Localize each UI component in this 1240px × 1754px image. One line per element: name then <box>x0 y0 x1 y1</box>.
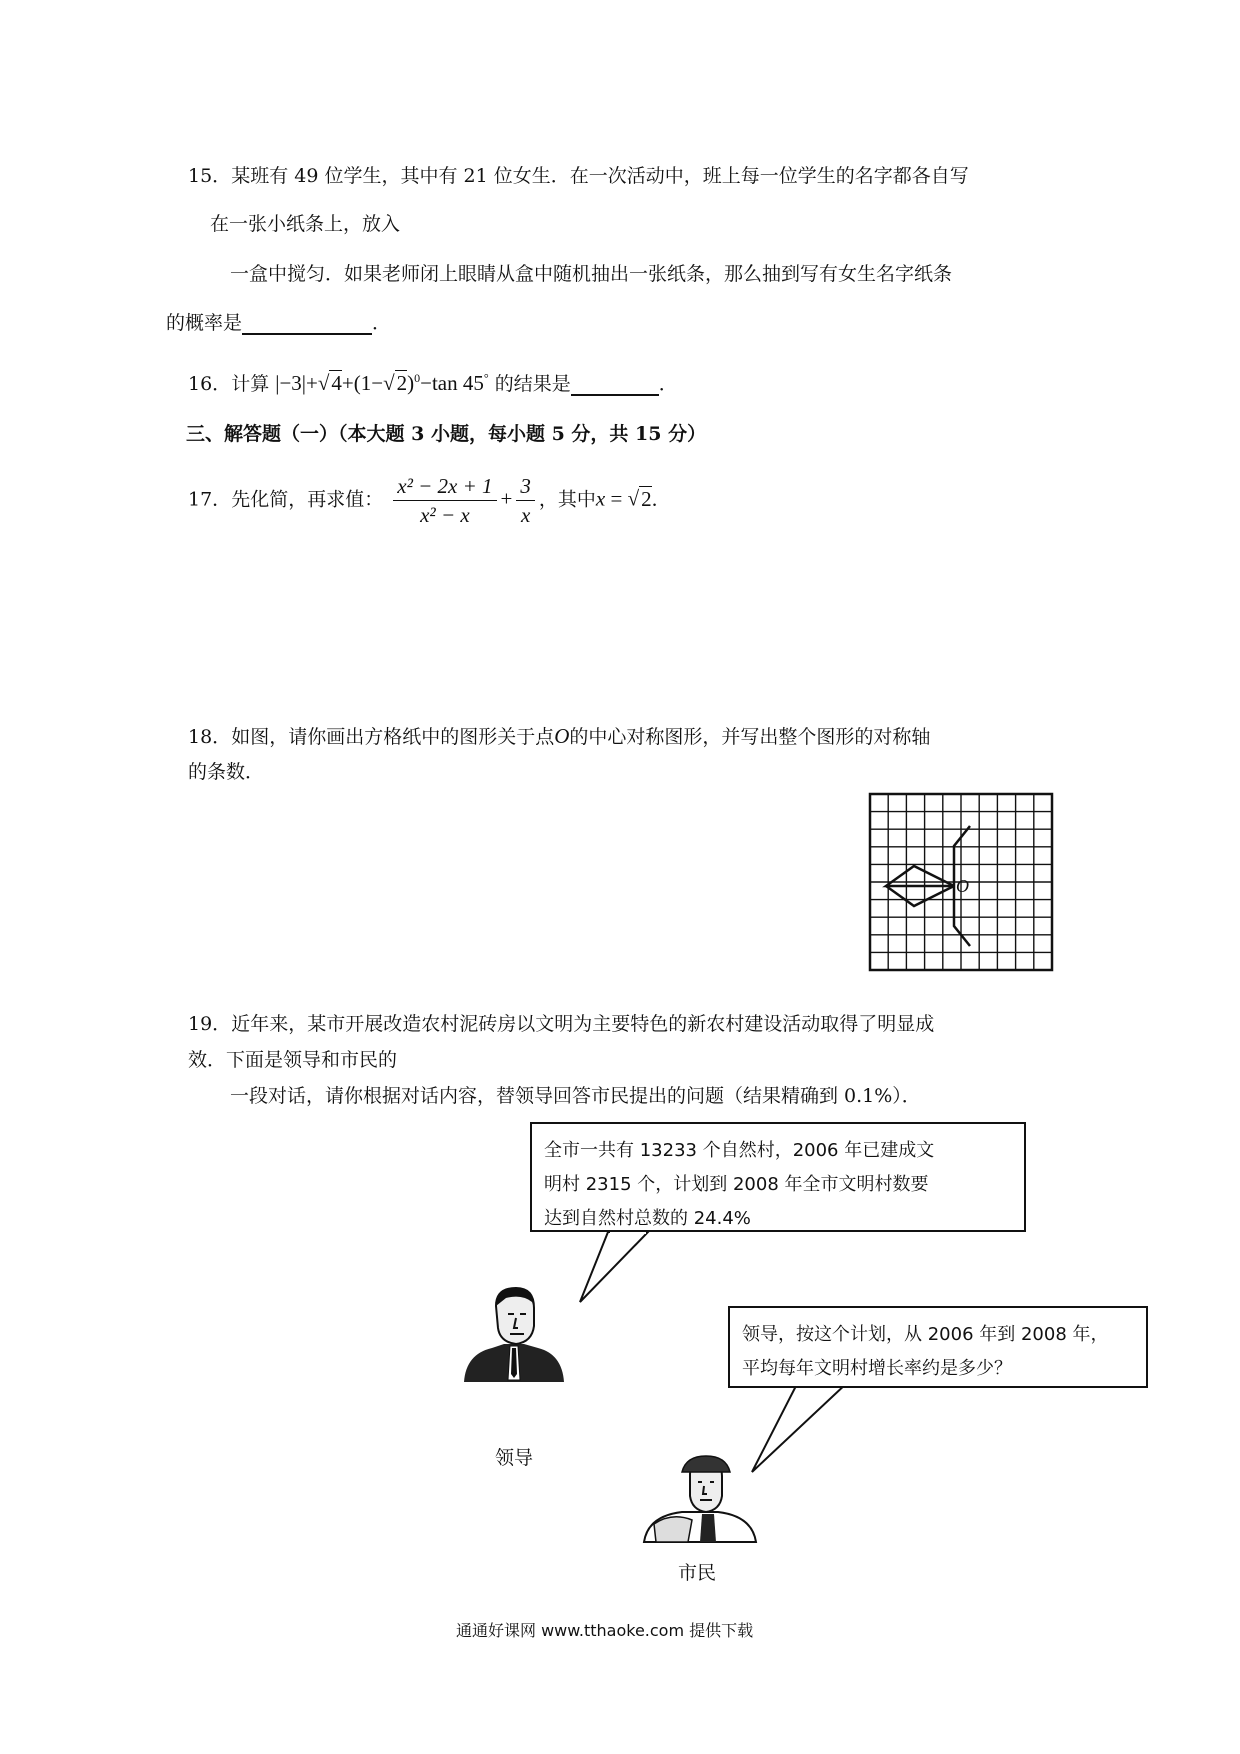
q17-sqrt: 2 <box>641 486 652 511</box>
q17-number: 17． <box>188 488 232 511</box>
leader-bubble-line1: 全市一共有 13233 个自然村，2006 年已建成文 <box>544 1140 935 1161</box>
citizen-bubble-line2: 平均每年文明村增长率约是多少？ <box>742 1358 1012 1379</box>
q17-lead: 先化简，再求值： <box>231 488 384 511</box>
q17-tail: ，其中 <box>538 488 596 511</box>
q17-end: ． <box>651 488 671 511</box>
leader-bubble-line3: 达到自然村总数的 24.4% <box>544 1208 751 1229</box>
citizen-figure <box>642 1454 758 1544</box>
citizen-caption: 市民 <box>678 1562 717 1584</box>
q17-frac2-denominator: x <box>520 503 531 527</box>
q17-eq: = <box>605 486 628 511</box>
q18-point: O <box>554 724 570 748</box>
q18-number: 18． <box>188 726 232 748</box>
q16-deg: ° <box>483 371 489 385</box>
page-footer: 通通好课网 www.tthaoke.com 提供下载 <box>456 1621 754 1640</box>
q16-end: ． <box>658 373 678 395</box>
section3-heading: 三、解答题（一）（本大题 3 小题，每小题 5 分，共 15 分） <box>186 423 707 445</box>
citizen-bubble-line1: 领导，按这个计划，从 2006 年到 2008 年， <box>742 1324 1109 1345</box>
q15-text1: 某班有 49 位学生，其中有 21 位女生．在一次活动中，班上每一位学生的名字都各自写 <box>231 165 969 187</box>
q18-line2: 的条数． <box>188 761 265 783</box>
citizen-speech-bubble <box>728 1306 1148 1388</box>
q17-frac1-numerator: x² − 2x + 1 <box>393 472 496 501</box>
q19-line3: 一段对话，请你根据对话内容，替领导回答市民提出的问题（结果精确到 0.1%）． <box>230 1085 921 1107</box>
leader-figure <box>462 1284 566 1384</box>
q18-text1b: 的中心对称图形，并写出整个图形的对称轴 <box>569 726 931 748</box>
q18-text1a: 如图，请你画出方格纸中的图形关于点 <box>231 726 555 748</box>
q16-number: 16． <box>188 373 232 395</box>
citizen-bubble-tail <box>752 1382 848 1472</box>
q17-frac2-numerator: 3 <box>516 472 535 501</box>
q15-line3: 一盒中搅匀．如果老师闭上眼睛从盒中随机抽出一张纸条，那么抽到写有女生名字纸条 <box>230 263 953 285</box>
q15-end: ． <box>372 312 392 334</box>
q16-mid: +(1− <box>341 371 384 395</box>
q17-plus: + <box>500 486 513 511</box>
q16-exp: 0 <box>414 371 421 385</box>
q17-line: 17．先化简，再求值： $\frac{\text{x² − 2x + 1}}{\text{x² − x}}$ + $\frac{3}{x}$ ，其中x = √2． <box>188 474 671 527</box>
q19-line2: 效．下面是领导和市民的 <box>188 1049 398 1071</box>
leader-bubble-line2: 明村 2315 个，计划到 2008 年全市文明村数要 <box>544 1174 929 1195</box>
q16-close: ) <box>407 371 415 395</box>
q16-expression: $|-3|+√4+(1-√2)^0-\tan$ 45° <box>275 371 489 395</box>
leader-caption: 领导 <box>495 1447 534 1469</box>
point-o-label: O <box>956 876 969 896</box>
leader-bubble-tail <box>580 1232 648 1302</box>
leader-speech-bubble <box>530 1122 1026 1232</box>
q15-number: 15． <box>188 165 232 187</box>
q16-sqrt4: 4 <box>331 371 342 395</box>
q17-var: x <box>595 486 606 511</box>
q19-number: 19． <box>188 1013 232 1035</box>
q15-line2: 在一张小纸条上，放入 <box>210 213 401 235</box>
q16-lead: 计算 <box>231 373 270 395</box>
q17-frac1-denominator: x² − x <box>420 503 470 527</box>
q16-sqrt2: 2 <box>396 371 408 395</box>
q15-text4: 的概率是 <box>166 312 243 334</box>
q16-tail: 的结果是 <box>494 373 571 395</box>
q16-tan: −tan 45 <box>420 371 484 395</box>
q19-text1: 近年来，某市开展改造农村泥砖房以文明为主要特色的新农村建设活动取得了明显成 <box>231 1013 935 1035</box>
q16-abs: |−3|+ <box>275 371 318 395</box>
